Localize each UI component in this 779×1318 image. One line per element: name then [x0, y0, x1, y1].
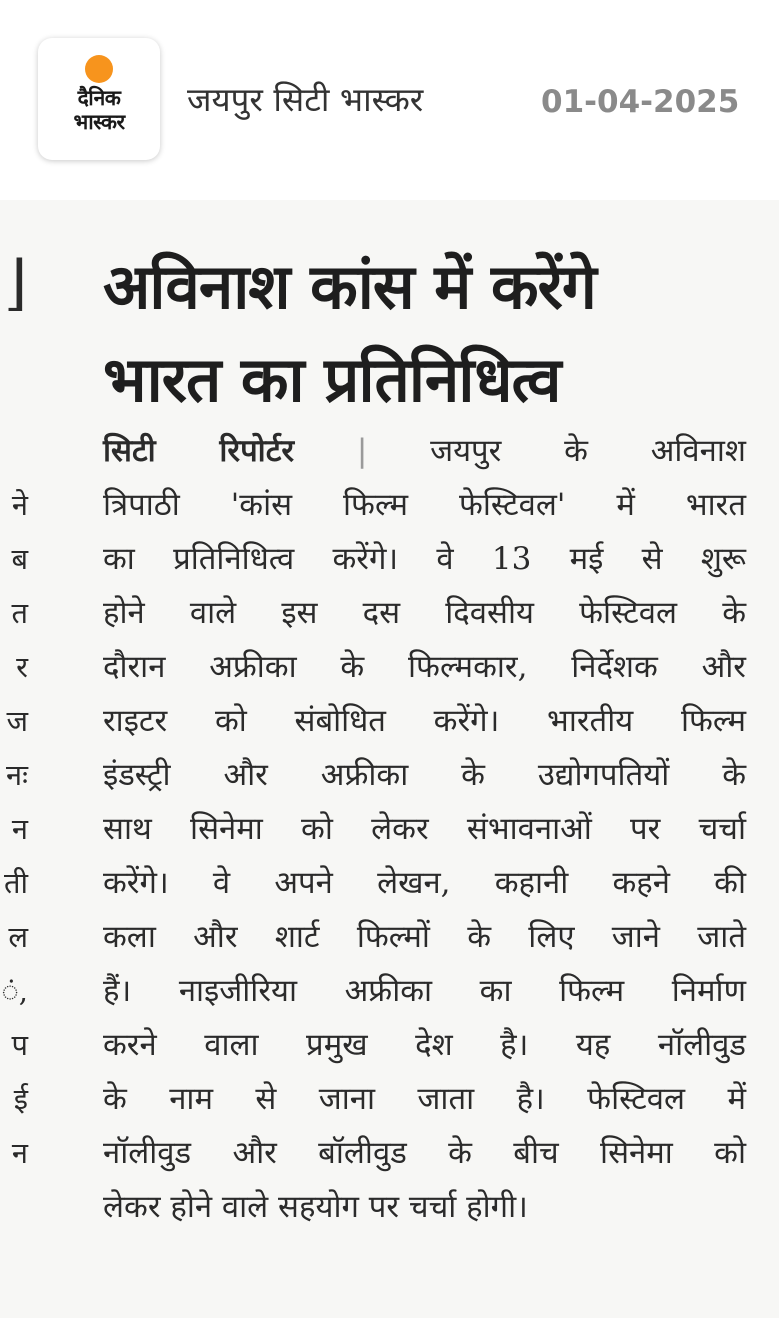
- body-line: राइटर को संबोधित करेंगे। भारतीय फिल्म: [103, 703, 746, 739]
- body-last-line: लेकर होने वाले सहयोग पर चर्चा होगी।: [103, 1189, 528, 1225]
- body-line: होने वाले इस दस दिवसीय फेस्टिवल के: [103, 595, 746, 631]
- logo-text-bhaskar: भास्कर: [73, 110, 125, 134]
- adjacent-text-fragment: न: [11, 812, 28, 846]
- article-headline: [103, 240, 753, 426]
- newspaper-clipping[interactable]: [0, 200, 779, 1318]
- adjacent-text-fragment: प: [11, 1028, 28, 1062]
- adjacent-text-fragment: र: [16, 650, 28, 684]
- sun-icon: [85, 55, 113, 83]
- body-line: करने वाला प्रमुख देश है। यह नॉलीवुड: [103, 1027, 746, 1063]
- edition-date: 01-04-2025: [541, 84, 740, 120]
- adjacent-text-fragment: त: [11, 596, 28, 630]
- adjacent-text-fragment: ती: [3, 866, 28, 900]
- body-line: के नाम से जाना जाता है। फेस्टिवल में: [103, 1081, 746, 1117]
- logo-text-dainik: दैनिक: [77, 86, 121, 110]
- headline-line: भारत का प्रतिनिधित्व: [103, 343, 561, 416]
- headline-line: अविनाश कांस में करेंगे: [103, 250, 596, 323]
- byline-separator: |: [356, 433, 368, 469]
- body-text-segment: जयपुर के अविनाश: [430, 433, 746, 469]
- body-line: त्रिपाठी 'कांस फिल्म फेस्टिवल' में भारत: [103, 487, 746, 523]
- app-header: [0, 0, 779, 200]
- adjacent-text-fragment: ं,: [1, 974, 28, 1008]
- body-line: कला और शार्ट फिल्मों के लिए जाने जाते: [103, 919, 746, 955]
- article-body: [103, 424, 746, 1234]
- body-line: नॉलीवुड और बॉलीवुड के बीच सिनेमा को: [103, 1135, 746, 1171]
- body-line: साथ सिनेमा को लेकर संभावनाओं पर चर्चा: [103, 811, 746, 847]
- body-line: इंडस्ट्री और अफ्रीका के उद्योगपतियों के: [103, 757, 746, 793]
- adjacent-text-fragment: न: [11, 1136, 28, 1170]
- byline: सिटी रिपोर्टर: [103, 433, 295, 469]
- adjacent-text-fragment: ल: [8, 920, 28, 954]
- adjacent-text-fragment: ज: [6, 704, 28, 738]
- adjacent-text-fragment: ने: [11, 488, 28, 522]
- body-line: करेंगे। वे अपने लेखन, कहानी कहने की: [103, 865, 746, 901]
- body-line: का प्रतिनिधित्व करेंगे। वे 13 मई से शुरू: [103, 541, 746, 577]
- dainik-bhaskar-logo[interactable]: [38, 38, 160, 160]
- adjacent-text-fragment: ई: [13, 1082, 28, 1116]
- adjacent-text-fragment: नः: [6, 758, 28, 792]
- adjacent-headline-fragment: ⌋: [4, 248, 28, 318]
- adjacent-article-fragment: [0, 200, 34, 1318]
- edition-name: जयपुर सिटी भास्कर: [187, 80, 424, 119]
- adjacent-text-fragment: ब: [11, 542, 28, 576]
- body-line: हैं। नाइजीरिया अफ्रीका का फिल्म निर्माण: [103, 973, 746, 1009]
- body-line: दौरान अफ्रीका के फिल्मकार, निर्देशक और: [103, 649, 746, 685]
- body-first-line: [103, 424, 746, 478]
